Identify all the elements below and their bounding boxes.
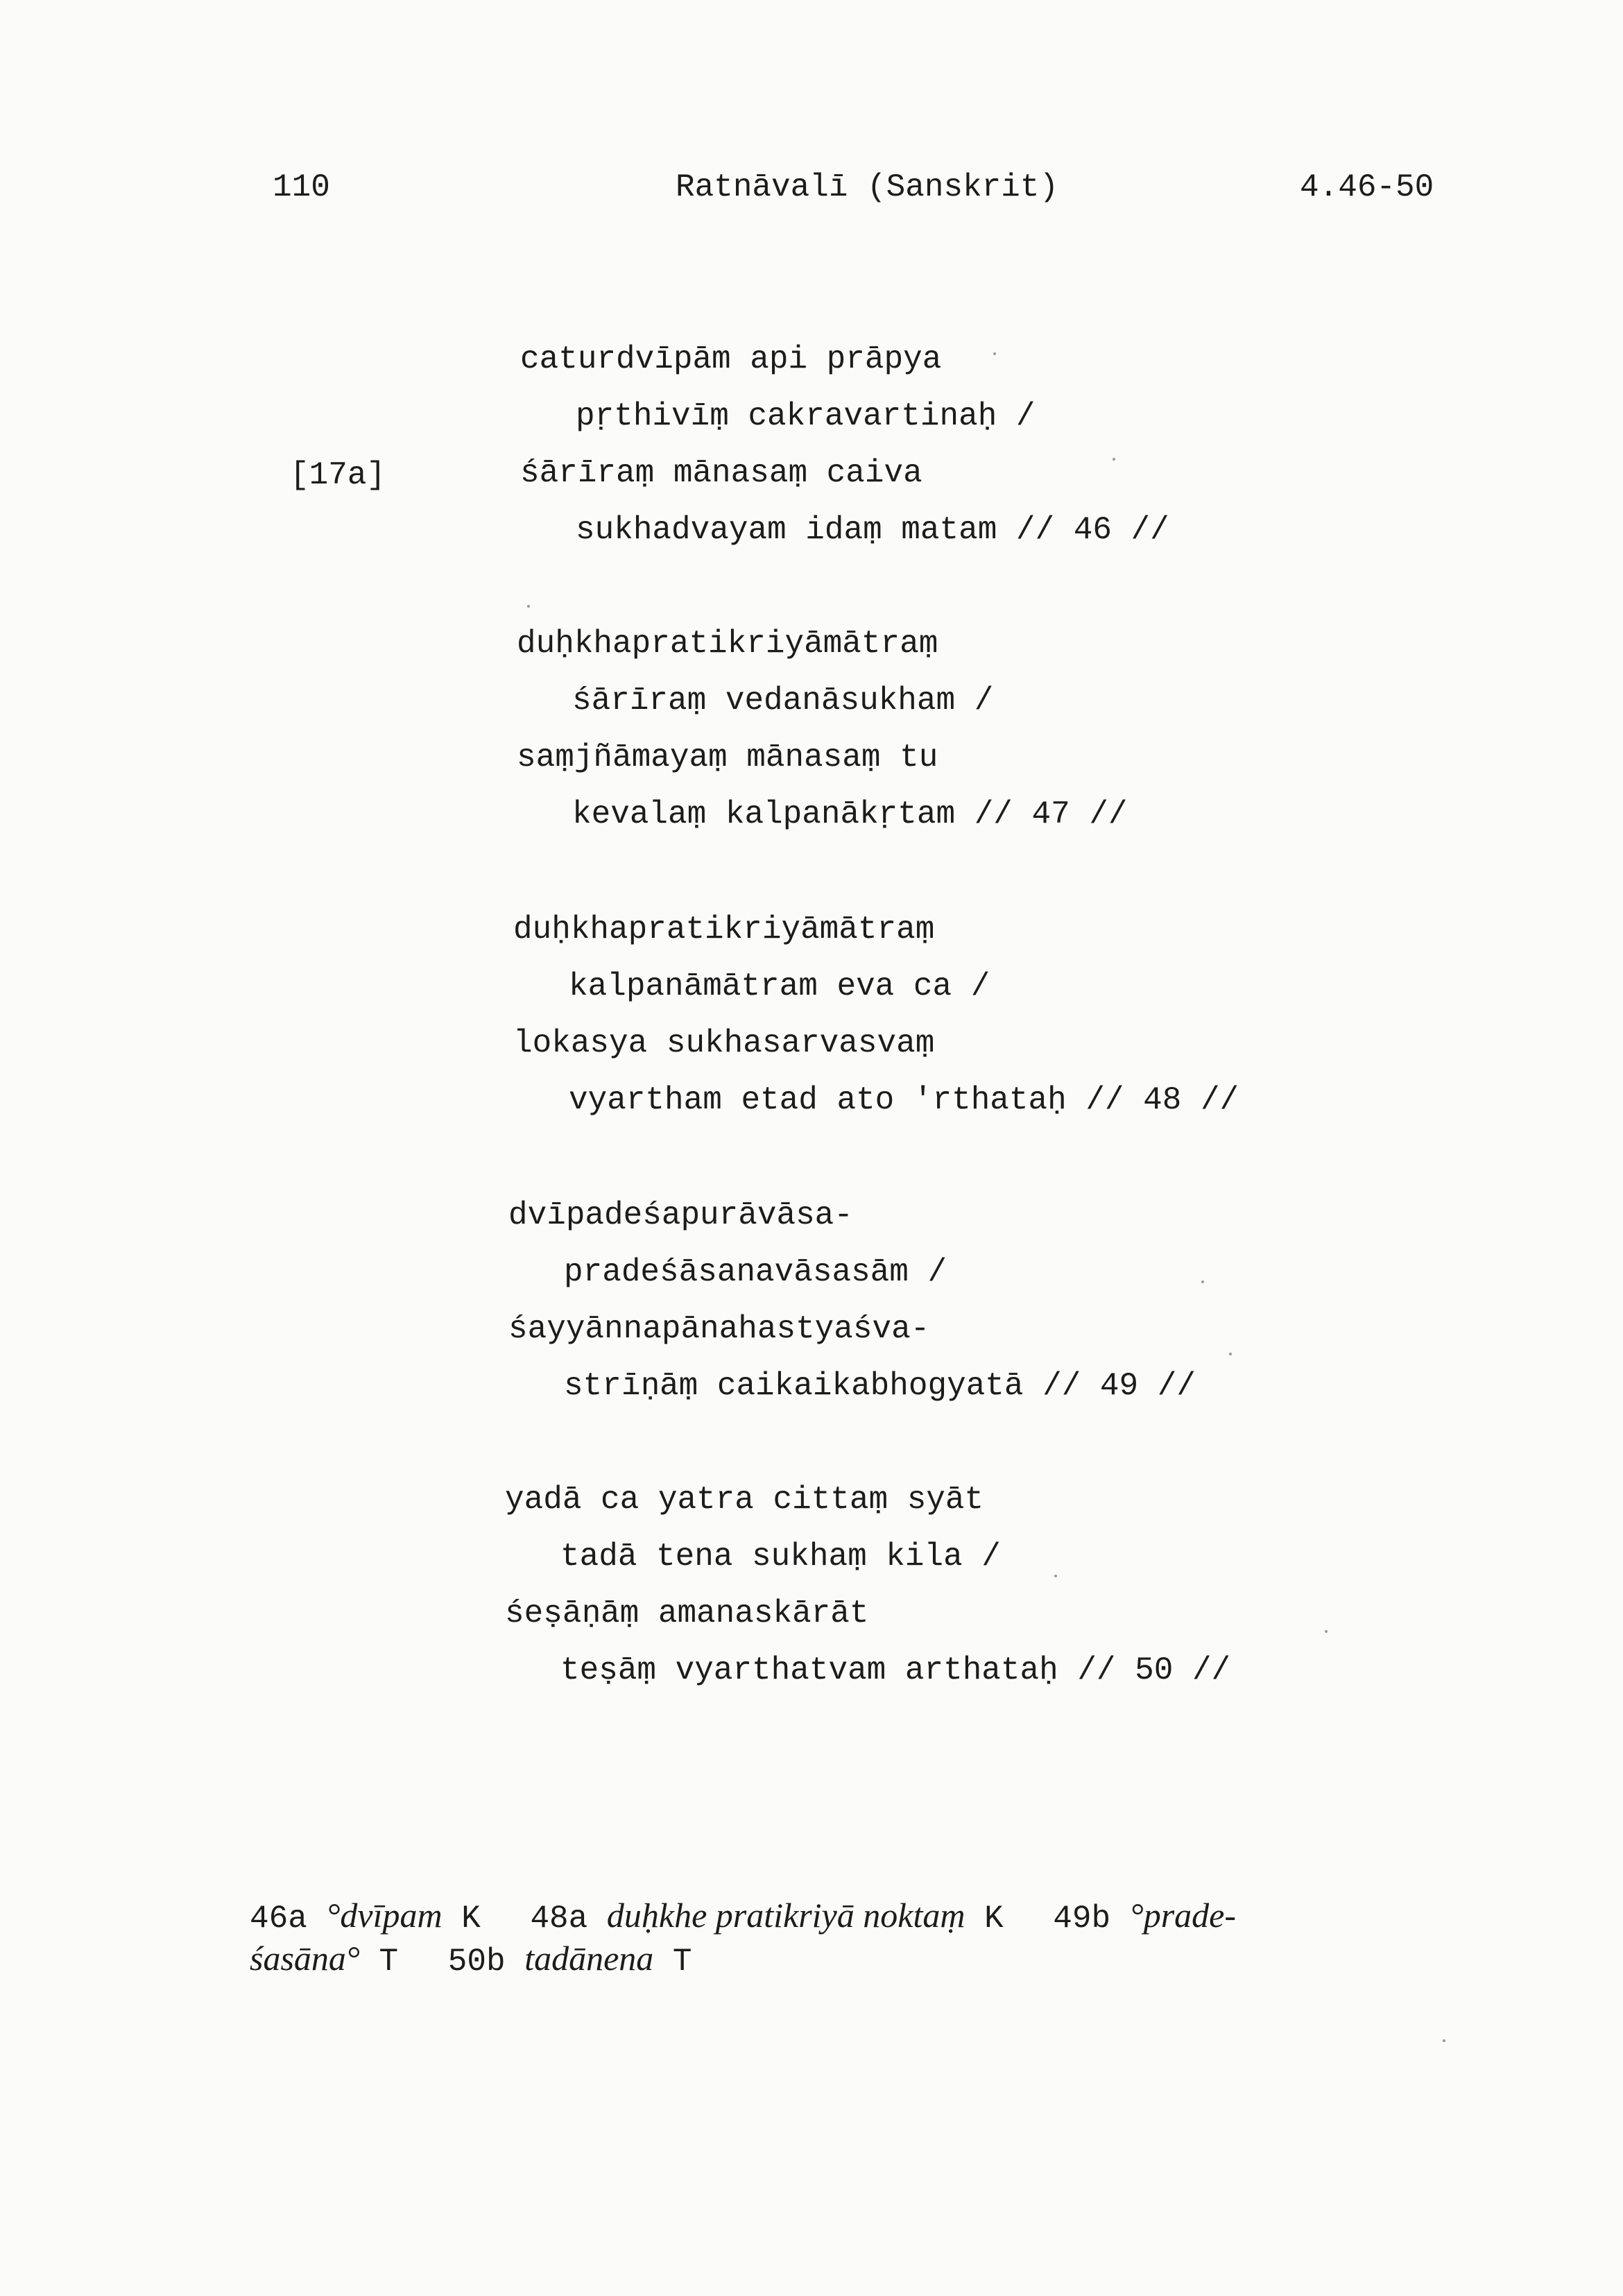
footnote-line bbox=[250, 1937, 1429, 1980]
verse-line: teṣāṃ vyarthatvam arthataḥ // 50 // bbox=[560, 1652, 1231, 1688]
verse-line: lokasya sukhasarvasvaṃ bbox=[513, 1025, 935, 1061]
footnote-siglum: K bbox=[461, 1901, 481, 1937]
verse-line: kalpanāmātram eva ca / bbox=[569, 968, 990, 1004]
folio-marker: [17a] bbox=[290, 457, 386, 493]
footnote-ref: 49b bbox=[1053, 1901, 1111, 1937]
running-title: Ratnāvalī (Sanskrit) bbox=[676, 169, 1059, 205]
footnotes bbox=[250, 1894, 1429, 1980]
footnote-reading: °prade- bbox=[1129, 1896, 1237, 1935]
verse-line: duḥkhapratikriyāmātraṃ bbox=[517, 626, 938, 662]
verse-line: kevalaṃ kalpanākṛtam // 47 // bbox=[572, 796, 1128, 832]
footnote-ref: 48a bbox=[530, 1901, 588, 1937]
verse-line: tadā tena sukhaṃ kila / bbox=[560, 1539, 1001, 1575]
verse-line: dvīpadeśapurāvāsa- bbox=[508, 1197, 853, 1233]
verse-line: pradeśāsanavāsasām / bbox=[564, 1254, 947, 1290]
footnote-siglum: T bbox=[672, 1944, 692, 1980]
verse-line: sukhadvayam idaṃ matam // 46 // bbox=[576, 512, 1169, 548]
footnote-reading: tadānena bbox=[524, 1939, 654, 1978]
verse-line: yadā ca yatra cittaṃ syāt bbox=[505, 1482, 984, 1518]
verse-range: 4.46-50 bbox=[1300, 169, 1434, 205]
scan-speck bbox=[1325, 1630, 1328, 1633]
verse-line: vyartham etad ato 'rthataḥ // 48 // bbox=[569, 1082, 1239, 1118]
footnote-siglum: T bbox=[379, 1944, 399, 1980]
verse-line: pṛthivīṃ cakravartinaḥ / bbox=[576, 398, 1036, 434]
verse-line: saṃjñāmayaṃ mānasaṃ tu bbox=[517, 739, 938, 776]
footnote-reading: °dvīpam bbox=[326, 1896, 443, 1935]
scan-speck bbox=[1229, 1353, 1232, 1355]
scan-speck bbox=[1113, 458, 1115, 461]
page-number: 110 bbox=[273, 169, 330, 205]
footnote-siglum: K bbox=[984, 1901, 1004, 1937]
scan-speck bbox=[1054, 1575, 1057, 1577]
verse-line: śārīraṃ vedanāsukham / bbox=[572, 683, 994, 719]
scan-speck bbox=[527, 605, 530, 608]
verse-line: śayyānnapānahastyaśva- bbox=[508, 1311, 930, 1347]
footnote-line bbox=[250, 1894, 1429, 1937]
footnote-ref: 46a bbox=[250, 1901, 307, 1937]
verse-line: strīṇāṃ caikaikabhogyatā // 49 // bbox=[564, 1368, 1196, 1404]
footnote-reading: śasāna° bbox=[250, 1939, 360, 1978]
footnote-ref: 50b bbox=[447, 1944, 506, 1980]
scan-speck bbox=[1443, 2039, 1445, 2042]
scan-speck bbox=[1201, 1280, 1204, 1283]
verse-line: śārīraṃ mānasaṃ caiva bbox=[520, 455, 922, 491]
scan-speck bbox=[993, 352, 996, 355]
verse-line: duḥkhapratikriyāmātraṃ bbox=[513, 911, 935, 948]
footnote-reading: duḥkhe pratikriyā noktaṃ bbox=[606, 1896, 965, 1935]
verse-line: caturdvīpām api prāpya bbox=[520, 341, 942, 377]
verse-line: śeṣāṇāṃ amanaskārāt bbox=[505, 1595, 869, 1631]
